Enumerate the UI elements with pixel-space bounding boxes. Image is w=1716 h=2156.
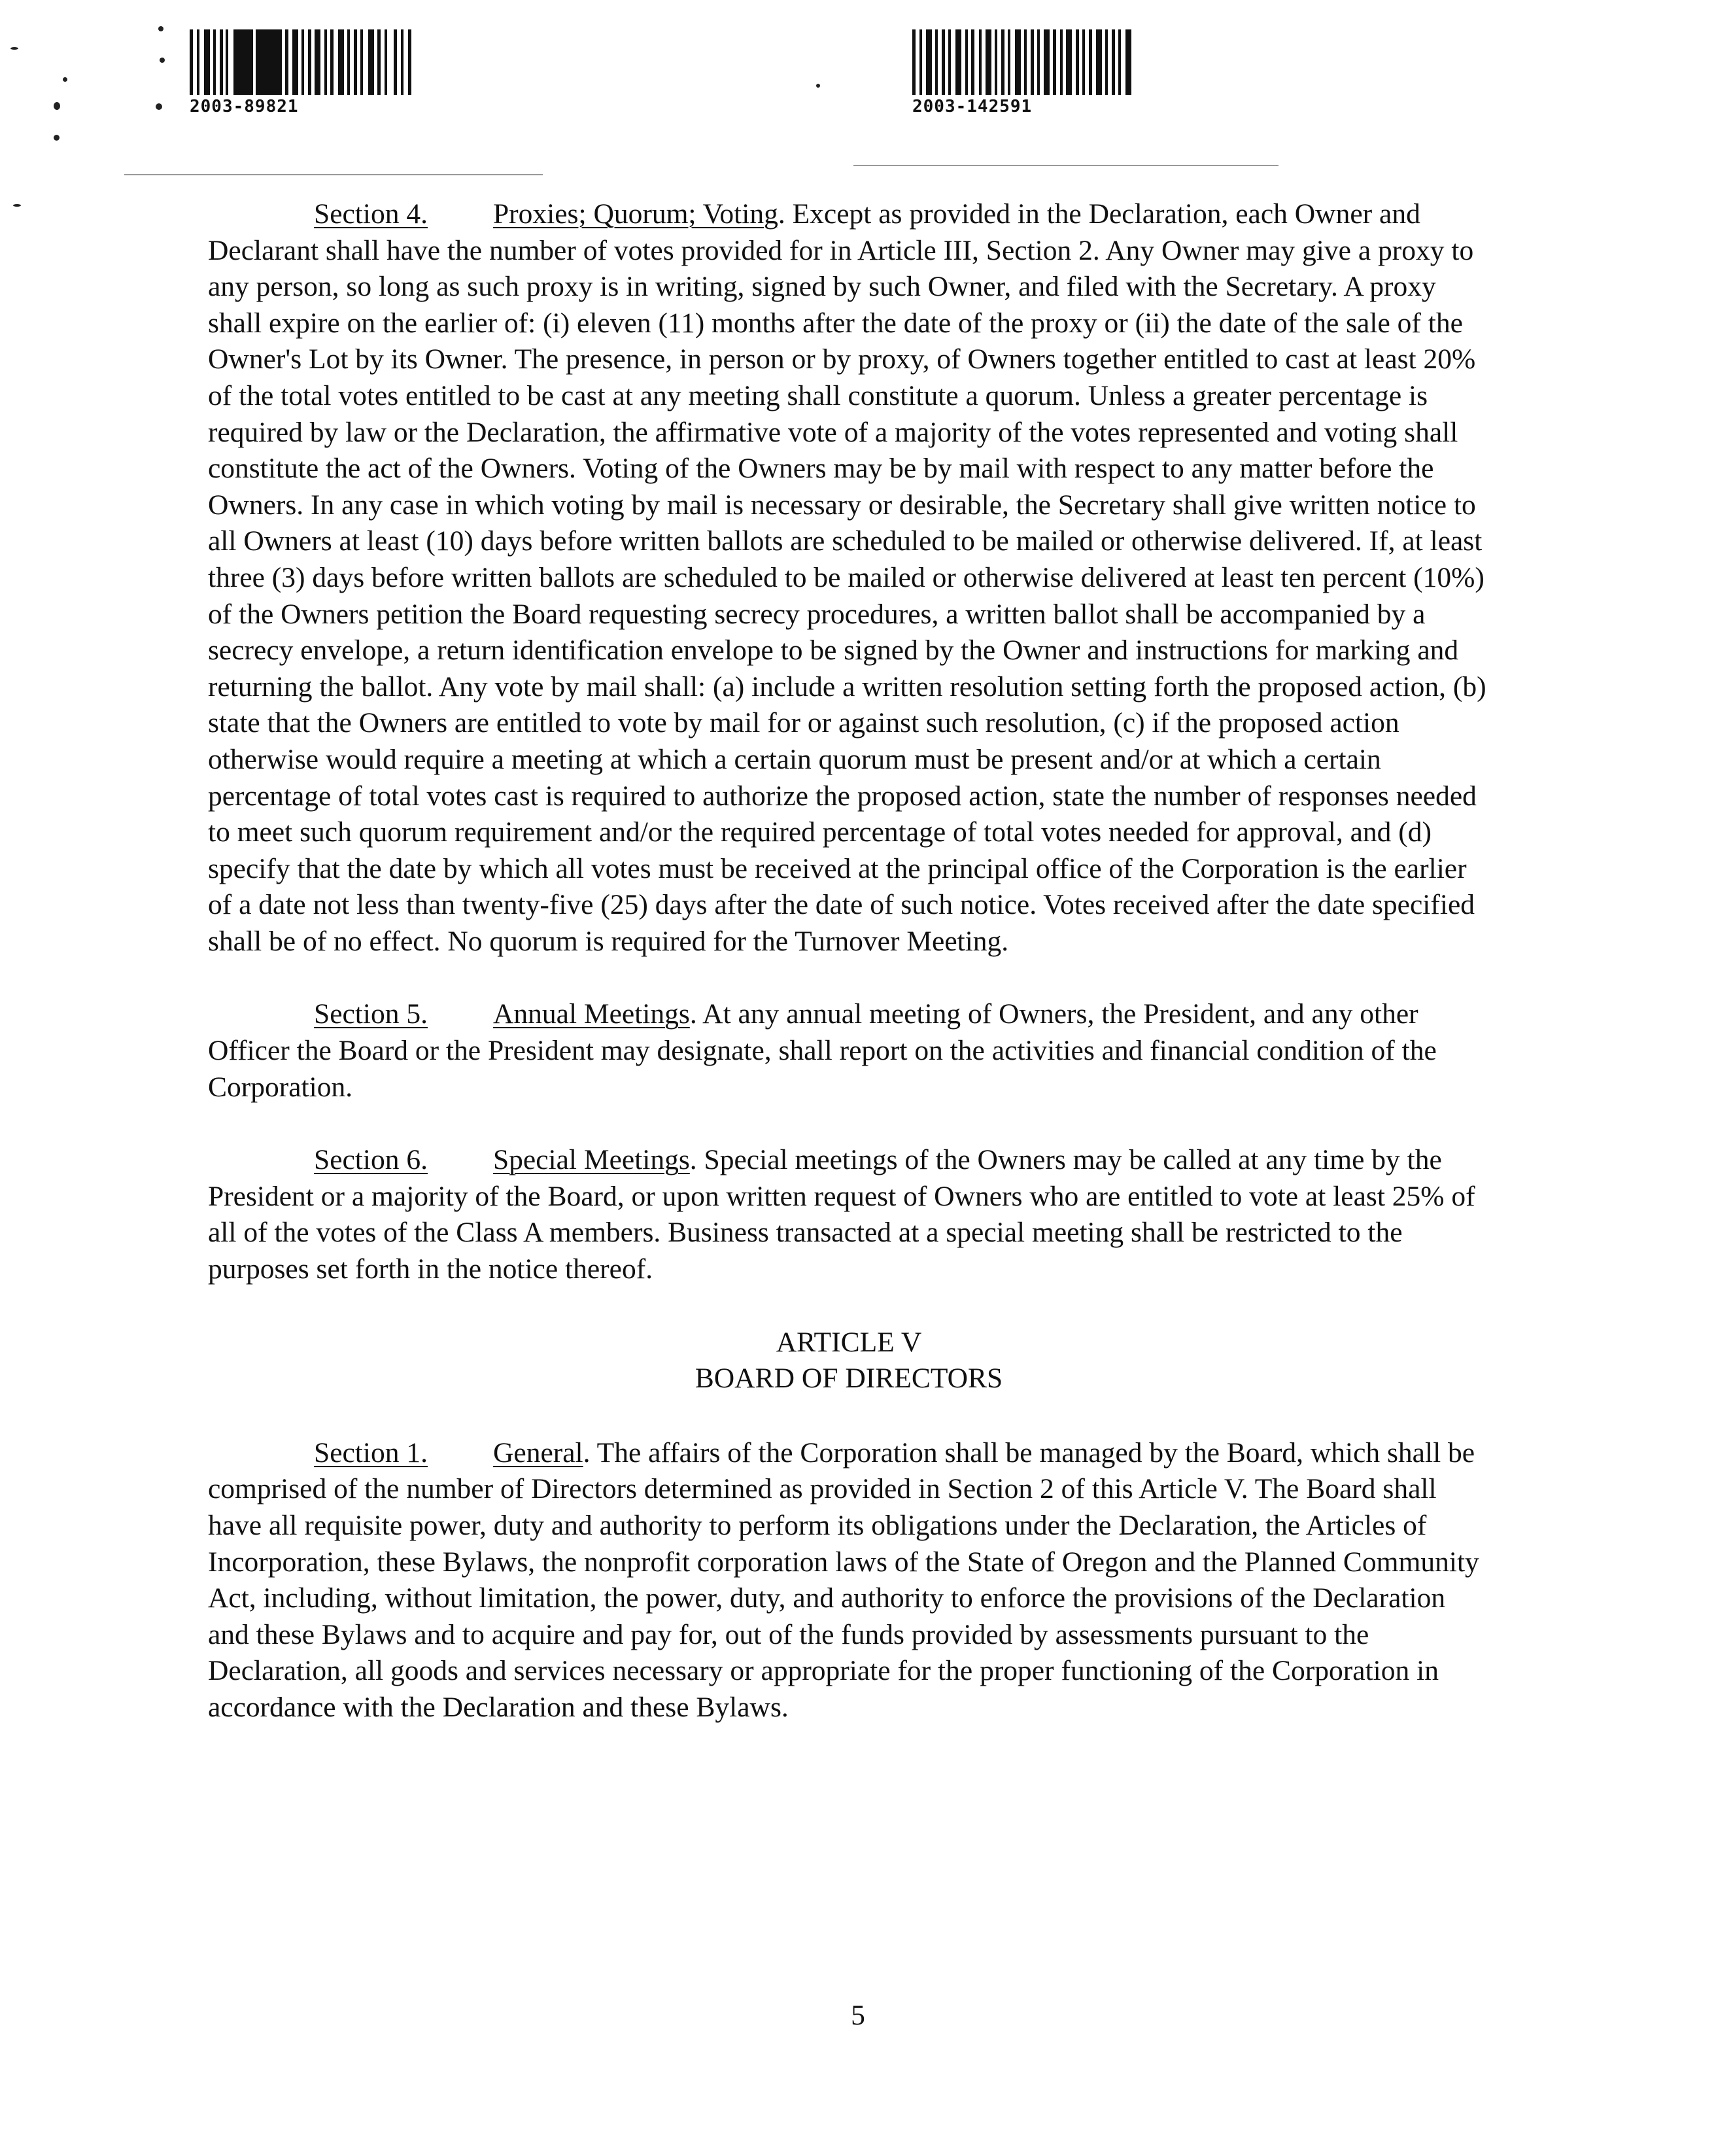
section-number: Section 5. bbox=[314, 998, 428, 1030]
scan-speck bbox=[816, 84, 820, 88]
barcode-bar bbox=[1037, 29, 1040, 95]
barcode-bar bbox=[213, 29, 216, 95]
barcode-bar bbox=[1105, 29, 1108, 95]
barcode-bar bbox=[912, 29, 916, 95]
barcode-bar bbox=[1096, 29, 1102, 95]
barcode-bar bbox=[347, 29, 350, 95]
barcode-bar bbox=[942, 29, 945, 95]
document-body bbox=[208, 196, 1490, 1763]
barcode-bar bbox=[285, 29, 288, 95]
barcode-bar bbox=[1031, 29, 1034, 95]
scan-speck bbox=[54, 135, 60, 141]
scan-speck bbox=[10, 47, 18, 50]
barcode-bar bbox=[354, 29, 357, 95]
barcode-bar bbox=[986, 29, 991, 95]
section-title: Proxies; Quorum; Voting bbox=[492, 198, 778, 230]
scan-speck bbox=[156, 103, 162, 110]
barcode-bar bbox=[971, 29, 974, 95]
barcode-bar bbox=[377, 29, 381, 95]
barcode-bar bbox=[935, 29, 938, 95]
barcode-bar bbox=[1112, 29, 1115, 95]
article-number: ARTICLE V bbox=[776, 1326, 922, 1358]
barcode-bar bbox=[1024, 29, 1027, 95]
section-title: General bbox=[492, 1436, 583, 1469]
barcode-bar bbox=[360, 29, 363, 95]
barcode-bar bbox=[1053, 29, 1056, 95]
article-heading bbox=[208, 1325, 1490, 1397]
section-4-paragraph bbox=[208, 196, 1490, 960]
scan-speck bbox=[160, 58, 165, 63]
barcode-bar bbox=[1066, 29, 1072, 95]
article-v-section-1-paragraph bbox=[208, 1435, 1490, 1726]
scan-speck bbox=[13, 204, 21, 207]
barcode-bar bbox=[979, 29, 982, 95]
barcode-bar bbox=[226, 29, 228, 95]
barcode-bar bbox=[408, 29, 411, 95]
scan-speck bbox=[158, 26, 163, 31]
barcode-bar bbox=[338, 29, 344, 95]
barcode-bar bbox=[197, 29, 199, 95]
section-body: . At any annual meeting of Owners, the President, and any other Officer the Board or the President may designate, shall report on the activities and financial condition of the Corporation. bbox=[208, 998, 1437, 1103]
barcode-bar bbox=[256, 29, 282, 95]
section-number: Section 1. bbox=[314, 1436, 428, 1469]
barcode-bar bbox=[204, 29, 210, 95]
barcode-bar bbox=[394, 29, 397, 95]
barcode-bar bbox=[401, 29, 403, 95]
barcode-bar bbox=[292, 29, 298, 95]
barcode-bar bbox=[995, 29, 997, 95]
barcode-bar bbox=[1060, 29, 1063, 95]
section-title: Annual Meetings bbox=[492, 998, 690, 1030]
barcode-bar bbox=[1118, 29, 1121, 95]
left-barcode-number: 2003-89821 bbox=[190, 97, 299, 116]
barcode-bar bbox=[926, 29, 932, 95]
barcode-bar bbox=[1089, 29, 1092, 95]
barcode-bar bbox=[1125, 29, 1131, 95]
barcode-bar bbox=[919, 29, 922, 95]
barcode-bar bbox=[330, 29, 334, 95]
right-barcode-number: 2003-142591 bbox=[912, 97, 1033, 116]
barcode-bar bbox=[948, 29, 951, 95]
section-body: . Special meetings of the Owners may be called at any time by the President or a majority of the Board, or upon written request of Owners who are entitled to vote at least 25% of all of the votes of the Class A members. Business transacted at a special meeting shall be restricted to the purposes set forth in the notice thereof. bbox=[208, 1144, 1475, 1285]
barcode-bar bbox=[965, 29, 968, 95]
section-body: . Except as provided in the Declaration, each Owner and Declarant shall have the number of votes provided for in Article III, Section 2. Any Owner may give a proxy to any person, so long as such proxy is in writing, signed by such Owner, and filed with the Secretary. A proxy shall expire on the earlier of: (i) eleven (11) months after the date of the proxy or (ii) the date of the sale of the Owner's Lot by its Owner. The presence, in person or by proxy, of Owners together entitled to cast at least 20% of the total votes entitled to be cast at any meeting shall constitute a quorum. Unless a greater percentage is required by law or the Declaration, the affirmative vote of a majority of the votes represented and voting shall constitute the act of the Owners. Voting of the Owners may be by mail with respect to any matter before the Owners. In any case in which voting by mail is necessary or desirable, the Secretary shall give written notice to all Owners at least (10) days before written ballots are scheduled to be mailed or otherwise delivered. If, at least three (3) days before written ballots are scheduled to be mailed or otherwise delivered at least ten percent (10%) of the Owners petition the Board requesting secrecy procedures, a written ballot shall be accompanied by a secrecy envelope, a return identification envelope to be signed by the Owner and instructions for marking and returning the ballot. Any vote by mail shall: (a) include a written resolution setting forth the proposed action, (b) state that the Owners are entitled to vote by mail for or against such resolution, (c) if the proposed action otherwise would require a meeting at which a certain quorum must be present and/or at which a certain percentage of total votes cast is required to authorize the proposed action, state the number of responses needed to meet such quorum requirement and/or the required percentage of total votes needed for approval, and (d) specify that the date by which all votes must be received at the principal office of the Corporation is the earlier of a date not less than twenty-five (25) days after the date of such notice. Votes received after the date specified shall be of no effect. No quorum is required for the Turnover Meeting. bbox=[208, 198, 1486, 957]
barcode-bar bbox=[324, 29, 327, 95]
header-rule-left bbox=[124, 174, 543, 175]
barcode-bar bbox=[220, 29, 223, 95]
page-number: 5 bbox=[851, 2000, 865, 2031]
barcode-bar bbox=[368, 29, 374, 95]
barcode-bar bbox=[1044, 29, 1050, 95]
barcode-bar bbox=[1076, 29, 1079, 95]
section-5-paragraph bbox=[208, 996, 1490, 1105]
article-title: BOARD OF DIRECTORS bbox=[695, 1363, 1003, 1395]
barcode-bar bbox=[308, 29, 311, 95]
section-number: Section 4. bbox=[314, 198, 428, 230]
header-rule-right bbox=[853, 165, 1278, 166]
scan-speck bbox=[54, 102, 60, 110]
barcode-bar bbox=[190, 29, 193, 95]
section-number: Section 6. bbox=[314, 1144, 428, 1176]
section-body: . The affairs of the Corporation shall be managed by the Board, which shall be comprised of the number of Directors determined as provided in Section 2 of this Article V. The Board shall have all requisite power, duty and authority to perform its obligations under the Declaration, the Articles of Incorporation, these Bylaws, the nonprofit corporation laws of the State of Oregon and the Planned Community Act, including, without limitation, the power, duty, and authority to enforce the provisions of the Declaration and these Bylaws and to acquire and pay for, out of the funds provided by assessments pursuant to the Declaration, all goods and services necessary or appropriate for the proper functioning of the Corporation in accordance with the Declaration and these Bylaws. bbox=[208, 1436, 1479, 1723]
left-barcode bbox=[190, 29, 411, 95]
barcode-bar bbox=[301, 29, 304, 95]
barcode-bar bbox=[1001, 29, 1004, 95]
barcode-bar bbox=[1015, 29, 1021, 95]
barcode-bar bbox=[233, 29, 253, 95]
barcode-bar bbox=[1008, 29, 1010, 95]
barcode-bar bbox=[385, 29, 387, 95]
right-barcode bbox=[912, 29, 1131, 95]
barcode-bar bbox=[955, 29, 961, 95]
barcode-bar bbox=[315, 29, 320, 95]
section-title: Special Meetings bbox=[492, 1144, 690, 1176]
scan-speck bbox=[63, 77, 67, 82]
barcode-bar bbox=[1082, 29, 1085, 95]
section-6-paragraph bbox=[208, 1142, 1490, 1287]
